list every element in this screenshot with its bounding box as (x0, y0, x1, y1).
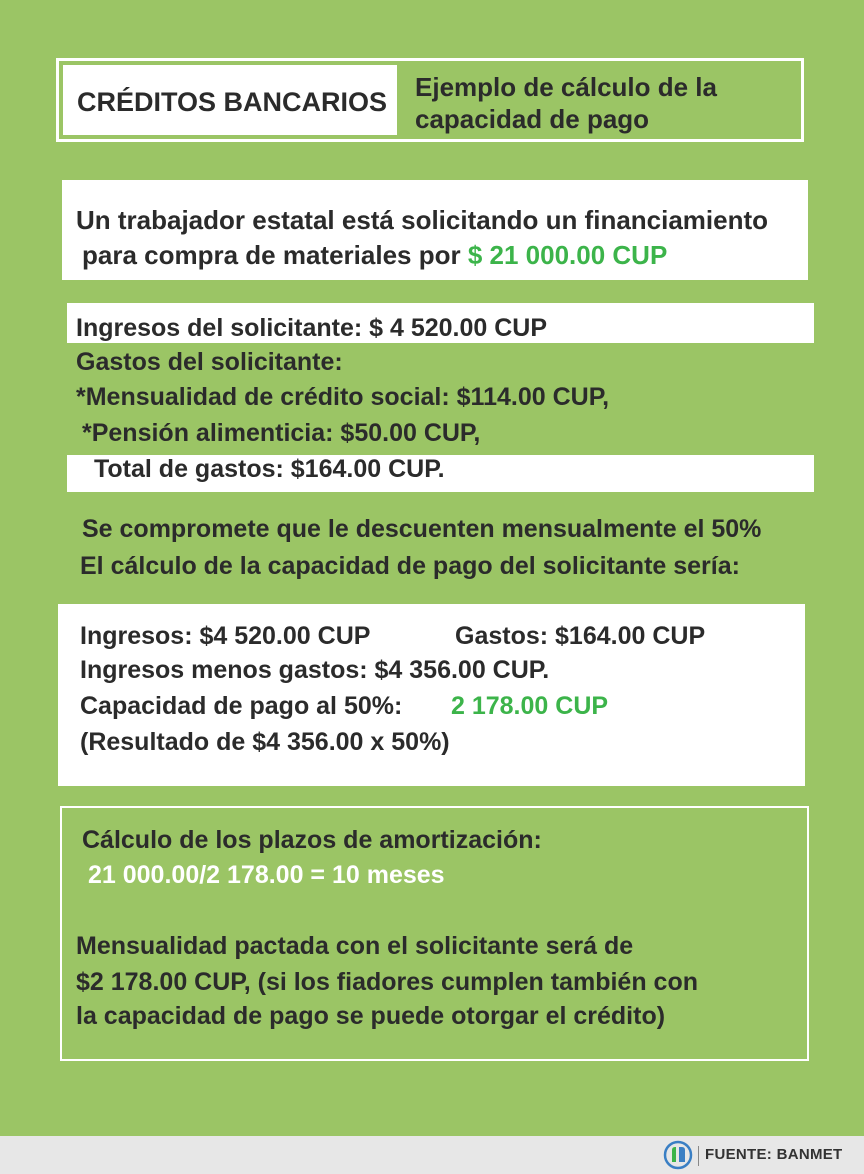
header-title: CRÉDITOS BANCARIOS (77, 87, 388, 117)
commitment-line2: El cálculo de la capacidad de pago del solicitante sería: (80, 552, 740, 580)
header-subtitle-line2: capacidad de pago (415, 104, 650, 134)
footer-source: FUENTE: BANMET (705, 1146, 843, 1163)
header-title-box (63, 65, 397, 135)
intro-amount: $ 21 000.00 CUP (467, 240, 668, 270)
expenses-total: Total de gastos: $164.00 CUP. (94, 455, 445, 483)
calc-capacity-label: Capacidad de pago al 50%: (80, 692, 403, 720)
amortization-title: Cálculo de los plazos de amortización: (82, 826, 542, 854)
intro-line1: Un trabajador estatal está solicitando un financiamiento (76, 205, 769, 235)
expenses-title: Gastos del solicitante: (76, 348, 343, 376)
header-subtitle (415, 71, 717, 135)
income-line: Ingresos del solicitante: $ 4 520.00 CUP (76, 314, 548, 342)
amortization-formula: 21 000.00/2 178.00 = 10 meses (88, 861, 445, 889)
header-frame (56, 58, 804, 142)
commitment-line1: Se compromete que le descuenten mensualmente el 50% (82, 515, 762, 543)
calc-expenses: Gastos: $164.00 CUP (455, 622, 706, 650)
footer-separator (698, 1146, 699, 1166)
conclusion-line1: Mensualidad pactada con el solicitante será de (76, 932, 634, 960)
intro-line2 (82, 240, 667, 270)
intro-line2-text: para compra de materiales por (82, 240, 468, 270)
calc-net: Ingresos menos gastos: $4 356.00 CUP. (80, 656, 550, 684)
calc-income: Ingresos: $4 520.00 CUP (80, 622, 371, 650)
calc-capacity-value: 2 178.00 CUP (451, 692, 609, 720)
expense-item-credit: *Mensualidad de crédito social: $114.00 CUP, (76, 383, 610, 411)
banmet-logo-icon (663, 1140, 693, 1170)
conclusion-line2: $2 178.00 CUP, (si los fiadores cumplen también con (76, 968, 698, 996)
header-subtitle-line1: Ejemplo de cálculo de la (415, 72, 717, 102)
conclusion-line3: la capacidad de pago se puede otorgar el crédito) (76, 1002, 666, 1030)
expense-item-alimony: *Pensión alimenticia: $50.00 CUP, (82, 419, 481, 447)
calc-result-note: (Resultado de $4 356.00 x 50%) (80, 728, 450, 756)
footer-bar (0, 1136, 864, 1174)
